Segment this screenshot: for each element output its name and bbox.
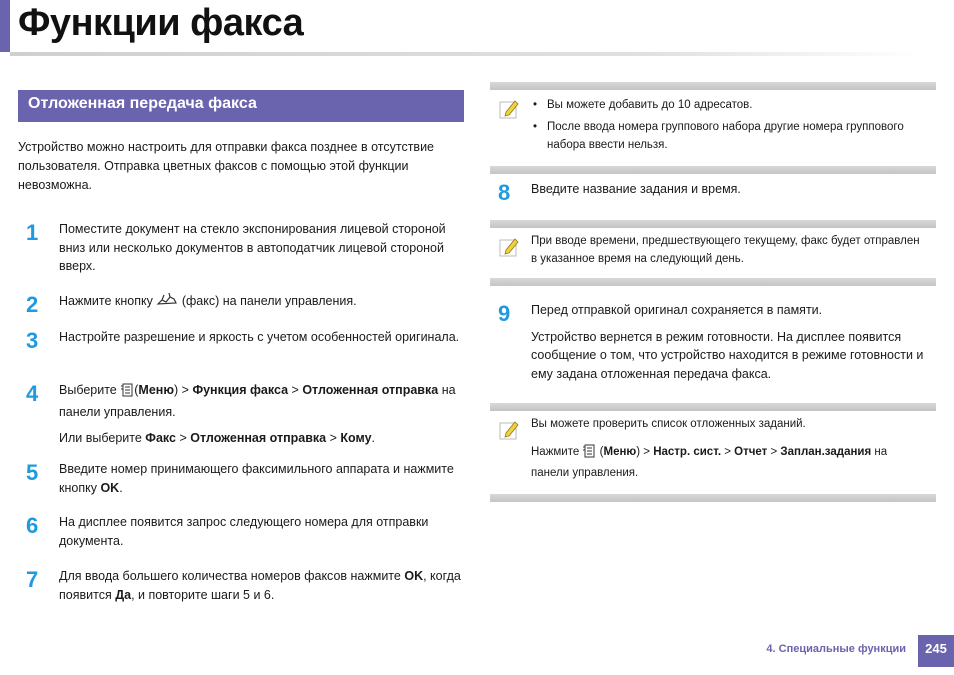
note-list-item: • Вы можете добавить до 10 адресатов. — [531, 96, 926, 114]
step-text: Поместите документ на стекло экспонирования лицевой стороной вниз или несколько документов в автоподатчик лицевой стороной вверх. — [59, 222, 446, 273]
step-text: Введите номер принимающего факсимильного аппарата и нажмите кнопку OK. — [59, 462, 454, 495]
step-text: На дисплее появится запрос следующего номера для отправки документа. — [59, 515, 429, 548]
step-text: Перед отправкой оригинал сохраняется в памяти. Устройство вернется в режим готовности. На дисплее появится сообщение о том, что устройство находится в режиме готовности и ему задана отложенная передача факса. — [531, 303, 924, 381]
note-pencil-icon — [498, 419, 520, 447]
footer-chapter: 4. Специальные функции — [766, 643, 906, 655]
note-pencil-icon — [498, 98, 520, 126]
step-number: 3 — [26, 328, 39, 353]
note-list-item: • После ввода номера группового набора другие номера группового набора ввести нельзя. — [531, 118, 926, 154]
step-number: 9 — [498, 301, 511, 326]
section-heading: Отложенная передача факса — [18, 90, 464, 122]
step-text — [59, 292, 469, 314]
page-number: 245 — [918, 635, 954, 667]
note-pencil-icon — [498, 236, 520, 264]
menu-icon — [582, 444, 596, 464]
step-number: 4 — [26, 381, 39, 406]
note-list — [531, 96, 926, 154]
step-text: Выберите (Меню) > Функция факса > Отложенная отправка на панели управления. Или выберите Факс > Отложенная отправка > Кому. — [59, 383, 456, 445]
step-number: 5 — [26, 460, 39, 485]
note-text: Нажмите (Меню) > Настр. сист. > Отчет > Заплан.задания на панели управления. — [531, 446, 888, 479]
note-box-2 — [490, 220, 936, 286]
step-number: 6 — [26, 513, 39, 538]
step-text: Настройте разрешение и яркость с учетом особенностей оригинала. — [59, 330, 460, 344]
note-text: Вы можете проверить список отложенных заданий. — [531, 418, 806, 430]
note-box-1 — [490, 82, 936, 174]
title-divider — [10, 52, 920, 56]
intro-paragraph: Устройство можно настроить для отправки факса позднее в отсутствие пользователя. Отправка цветных факсов с помощью этой функции невозможна. — [18, 140, 434, 192]
step-text-part: (факс) на панели управления. — [181, 294, 357, 308]
step-number: 7 — [26, 567, 39, 592]
fax-icon — [156, 292, 178, 314]
page-title: Функции факса — [18, 2, 304, 44]
step-number: 8 — [498, 180, 511, 205]
menu-icon — [120, 383, 134, 403]
step-text-part: Нажмите кнопку — [59, 294, 153, 308]
step-text: Введите название задания и время. — [531, 182, 741, 196]
title-accent-bar — [0, 0, 10, 52]
step-text: Для ввода большего количества номеров факсов нажмите OK, когда появится Да, и повторите шаги 5 и 6. — [59, 569, 461, 602]
note-text: При вводе времени, предшествующего текущему, факс будет отправлен в указанное время на следующий день. — [531, 235, 920, 265]
step-number: 1 — [26, 220, 39, 245]
step-number: 2 — [26, 292, 39, 317]
note-box-3 — [490, 403, 936, 502]
